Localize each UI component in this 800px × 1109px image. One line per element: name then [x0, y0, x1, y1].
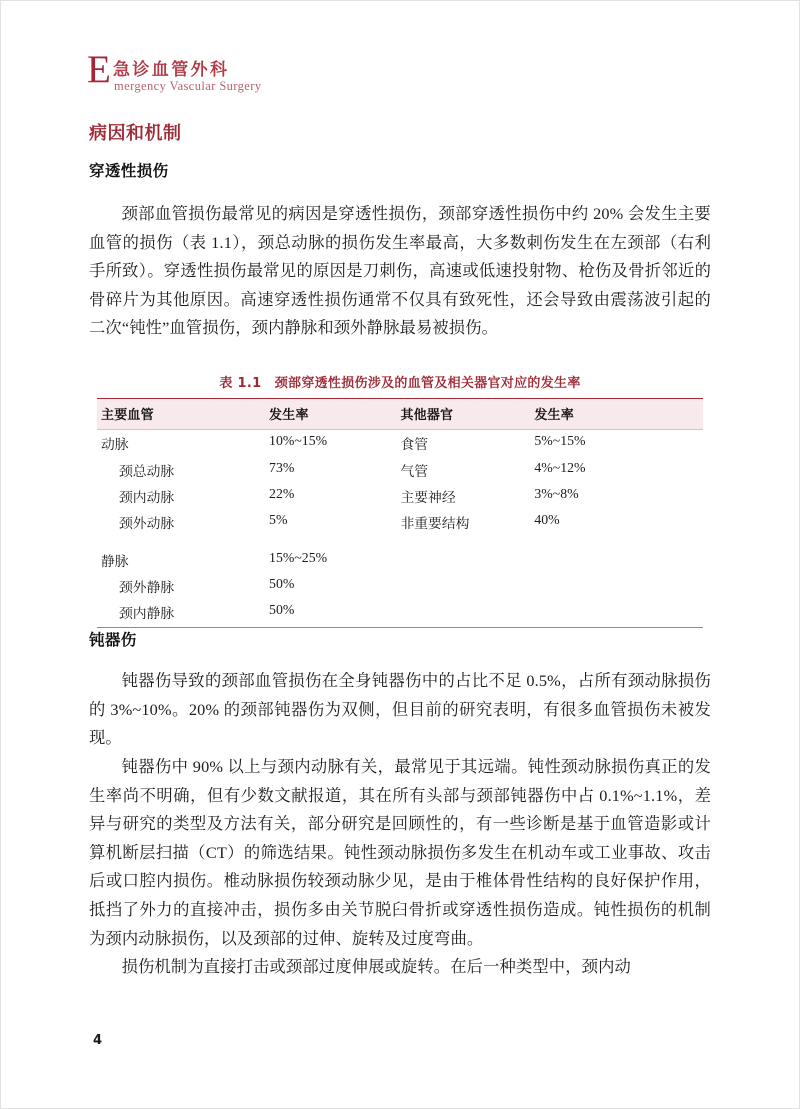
- cell-incidence: 22%: [269, 485, 295, 501]
- book-logo: [87, 48, 407, 101]
- cell-organ: 非重要结构: [400, 516, 470, 532]
- vessel-incidence-table: [97, 398, 703, 627]
- table-row: [97, 547, 703, 573]
- paragraph-blunt-details: 钝器伤中 90% 以上与颈内动脉有关，最常见于其远端。钝性颈动脉损伤真正的发生率尚不明确，但有少数文献报道，其在所有头部与颈部钝器伤中占 0.1%~1.1%，差异与研究的类型及方法有关，部分研究是回顾性的，有一些诊断是基于血管造影或计算机断层扫描（CT）的筛选结果。钝性颈动脉损伤多发生在机动车或工业事故、攻击后或口腔内损伤。椎动脉损伤较颈动脉少见，是由于椎体骨性结构的良好保护作用，抵挡了外力的直接冲击，损伤多由关节脱臼骨折或穿透性损伤造成。钝性损伤的机制为颈内动脉损伤，以及颈部的过伸、旋转及过度弯曲。: [89, 757, 711, 948]
- cell-organ: [400, 547, 534, 573]
- cell-vessel: 颈总动脉: [119, 463, 175, 479]
- cell-incidence: 5%: [269, 512, 288, 528]
- subheading-penetrating-injury: 穿透性损伤: [89, 162, 169, 180]
- cell-incidence: 50%: [269, 576, 295, 592]
- table-row-spacer: [97, 536, 703, 547]
- table-body: [97, 430, 703, 628]
- table-head: [97, 399, 703, 430]
- cell-organ-incidence: [534, 547, 703, 573]
- column-header-incidence-1: 发生率: [269, 399, 400, 430]
- cell-incidence: 15%~25%: [269, 549, 328, 565]
- cell-vessel: 动脉: [101, 437, 129, 453]
- table-caption: 表 1.1 颈部穿透性损伤涉及的血管及相关器官对应的发生率: [219, 376, 581, 391]
- cell-organ-incidence: 40%: [534, 512, 560, 528]
- table-row: [97, 430, 703, 457]
- logo-title-english: mergency Vascular Surgery: [114, 79, 262, 93]
- column-header-main-vessel: 主要血管: [97, 399, 269, 430]
- cell-organ-incidence: 3%~8%: [534, 485, 579, 501]
- paragraph-penetrating-injury: 颈部血管损伤最常见的病因是穿透性损伤，颈部穿透性损伤中约 20% 会发生主要血管的损伤（表 1.1），颈总动脉的损伤发生率最高，大多数刺伤发生在左颈部（右利手所致）。穿透性损伤最常见的原因是刀刺伤，高速或低速投射物、枪伤及骨折邻近的骨碎片为其他原因。高速穿透性损伤通常不仅具有致死性，还会导致由震荡波引起的二次“钝性”血管损伤，颈内静脉和颈外静脉最易被损伤。: [89, 204, 711, 338]
- table-block: [97, 372, 703, 628]
- page-number: 4: [93, 1033, 103, 1048]
- table-row: [97, 483, 703, 509]
- cell-vessel: 颈外静脉: [119, 580, 175, 596]
- paragraph-injury-mechanism: 损伤机制为直接打击或颈部过度伸展或旋转。在后一种类型中，颈内动: [121, 957, 631, 976]
- cell-organ: [400, 573, 534, 599]
- table-row: [97, 573, 703, 599]
- cell-incidence: 50%: [269, 602, 295, 618]
- cell-organ: 主要神经: [400, 489, 456, 505]
- subheading-blunt-injury: 钝器伤: [89, 631, 137, 649]
- logo-title-chinese: 急诊血管外科: [113, 60, 230, 80]
- cell-organ-incidence: 5%~15%: [534, 433, 586, 449]
- section-heading: 病因和机制: [89, 123, 182, 144]
- cell-vessel: 静脉: [101, 553, 129, 569]
- paragraph-blunt-incidence: 钝器伤导致的颈部血管损伤在全身钝器伤中的占比不足 0.5%，占所有颈动脉损伤的 3%~10%。20% 的颈部钝器伤为双侧，但目前的研究表明，有很多血管损伤未被发现。: [89, 671, 711, 748]
- cell-incidence: 73%: [269, 459, 295, 475]
- cell-vessel: 颈内静脉: [119, 606, 175, 622]
- cell-organ-incidence: [534, 599, 703, 627]
- cell-organ: [400, 599, 534, 627]
- cell-vessel: 颈内动脉: [119, 489, 175, 505]
- cell-organ-incidence: [534, 573, 703, 599]
- cell-vessel: 颈外动脉: [119, 516, 175, 532]
- table-row: [97, 456, 703, 482]
- cell-incidence: 10%~15%: [269, 433, 328, 449]
- table-row: [97, 509, 703, 535]
- table-header-row: [97, 399, 703, 430]
- logo-dropcap-letter: E: [87, 48, 111, 91]
- cell-organ: 气管: [400, 463, 429, 479]
- table-row: [97, 599, 703, 627]
- column-header-other-organ: 其他器官: [400, 399, 534, 430]
- cell-organ: 食管: [400, 437, 429, 453]
- cell-organ-incidence: 4%~12%: [534, 459, 586, 475]
- column-header-incidence-2: 发生率: [534, 399, 703, 430]
- table-bottom-rule: [97, 627, 703, 628]
